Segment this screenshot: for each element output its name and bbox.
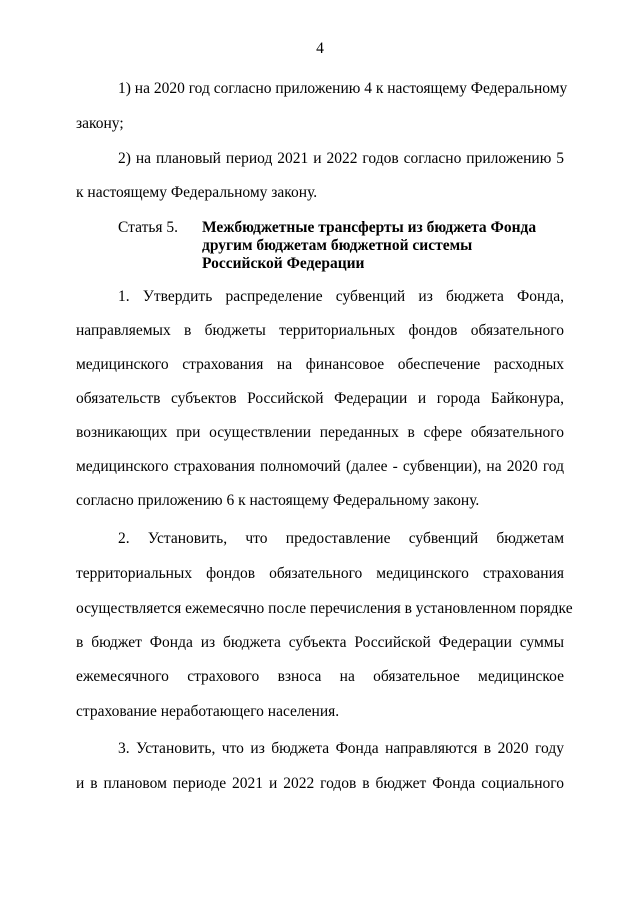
para1-line: медицинского страхования полномочий (далее - субвенции), на 2020 год xyxy=(76,458,564,475)
para2-line: ежемесячного страхового взноса на обязательное медицинское xyxy=(76,668,564,685)
item2-line2: к настоящему Федеральному закону. xyxy=(76,184,318,201)
para1-line: медицинского страхования на финансовое обеспечение расходных xyxy=(76,356,564,373)
para2-line: страхование неработающего населения. xyxy=(76,703,340,720)
para1-line: 1. Утвердить распределение субвенций из бюджета Фонда, xyxy=(118,288,564,305)
article-title-line: Российской Федерации xyxy=(202,255,365,272)
item1-line1: 1) на 2020 год согласно приложению 4 к настоящему Федеральному xyxy=(118,80,568,97)
para2-line: территориальных фондов обязательного медицинского страхования xyxy=(76,565,564,582)
para2-line: в бюджет Фонда из бюджета субъекта Российской Федерации суммы xyxy=(76,634,564,651)
para1-line: обязательств субъектов Российской Федерации и города Байконура, xyxy=(76,390,564,407)
para3-line: и в плановом периоде 2021 и 2022 годов в бюджет Фонда социального xyxy=(76,775,564,792)
article-title-line: Межбюджетные трансферты из бюджета Фонда xyxy=(202,219,537,236)
page-number: 4 xyxy=(316,40,324,57)
para1-line: возникающих при осуществлении переданных в сфере обязательного xyxy=(76,424,564,441)
item1-line2: закону; xyxy=(76,115,124,132)
para1-line: направляемых в бюджеты территориальных фондов обязательного xyxy=(76,322,564,339)
para1-line: согласно приложению 6 к настоящему Федеральному закону. xyxy=(76,492,480,509)
para3-line: 3. Установить, что из бюджета Фонда направляются в 2020 году xyxy=(118,740,564,757)
article-title xyxy=(202,219,564,273)
para2-line: 2. Установить, что предоставление субвенций бюджетам xyxy=(118,530,564,547)
article-label: Статья 5. xyxy=(118,219,179,236)
article-title-line: другим бюджетам бюджетной системы xyxy=(202,237,473,254)
para2-line: осуществляется ежемесячно после перечисления в установленном порядке xyxy=(76,600,573,617)
item2-line1: 2) на плановый период 2021 и 2022 годов согласно приложению 5 xyxy=(118,150,564,167)
